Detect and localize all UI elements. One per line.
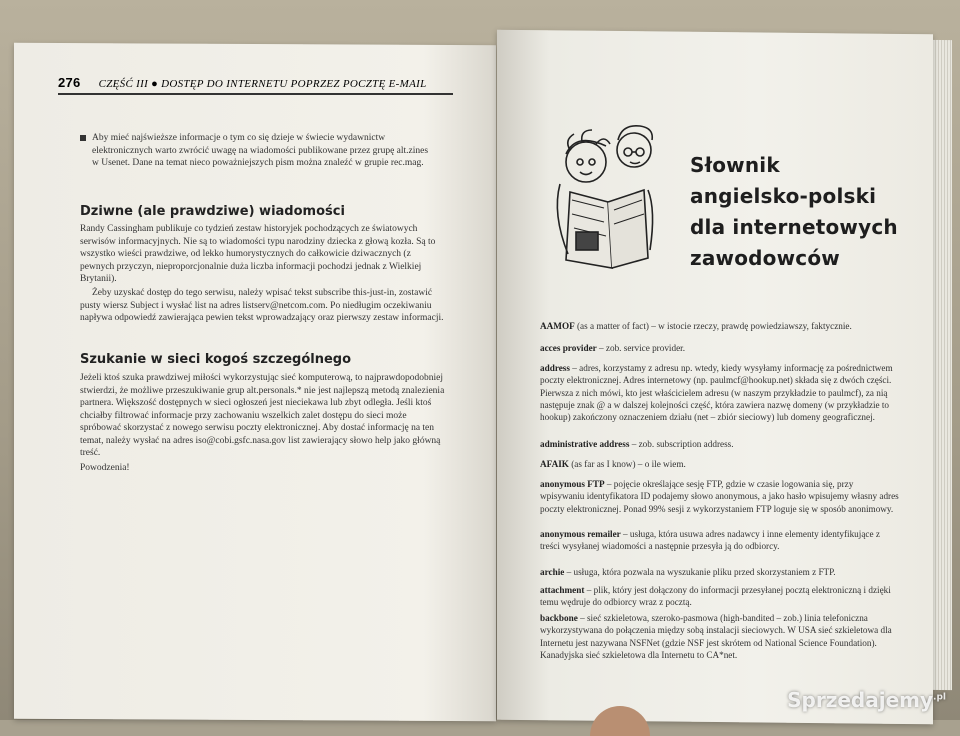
glossary-entry	[540, 320, 900, 332]
section1-paragraph2: Żeby uzyskać dostęp do tego serwisu, należy wpisać tekst subscribe this-just-in, zostawić pusty wiersz Subject i wysłać list na adres listserv@netcom.com. Po niedługim oczekiwaniu napływa odpowiedź zawierająca pewien tekst wprowadzający oraz pierwszy zestaw informacji.	[80, 288, 444, 323]
glossary-entry	[540, 566, 900, 578]
entry-definition: (as far as I know) – o ile wiem.	[571, 459, 686, 469]
entry-definition: – zob. subscription address.	[631, 439, 734, 449]
bullet-icon	[80, 135, 86, 141]
title-line: dla internetowych	[690, 215, 898, 239]
running-header	[58, 75, 453, 95]
entry-definition: – zob. service provider.	[599, 343, 686, 353]
watermark-logo	[787, 688, 946, 712]
title-line: zawodowców	[690, 246, 840, 270]
entry-definition: – sieć szkieletowa, szeroko-pasmowa (high-bandited – zob.) linia telefoniczna wykorzystywana do połączenia między sobą instalacji sieciowych. W USA sieć szkieletowa dla Internetu jest nazywana NSFNet (gdzie NSF jest skrótem od National Science Foundation). Kanadyjska sieć szkieletowa dla Internetu to CA*net.	[540, 613, 892, 660]
glossary-entry	[540, 438, 900, 450]
entry-term: archie	[540, 567, 565, 577]
watermark-text: Sprzedajemy	[787, 688, 934, 712]
intro-bullet-text: Aby mieć najświeższe informacje o tym co się dzieje w świecie wydawnictw elektronicznych warto zwrócić uwagę na wiadomości publikowane przez grupę alt.zines w Usenet. Dane na temat nieco poważniejszych pism można znaleźć w grupie rec.mag.	[92, 133, 429, 168]
entry-term: acces provider	[540, 343, 597, 353]
entry-term: attachment	[540, 585, 585, 595]
glossary-entry	[540, 478, 900, 515]
glossary-entry	[540, 612, 900, 661]
glossary-entry	[540, 458, 900, 470]
page-number: 276	[58, 75, 81, 90]
cartoon-illustration	[548, 120, 668, 270]
glossary-entry	[540, 528, 900, 553]
entry-definition: – usługa, która usuwa adres nadawcy i inne elementy identyfikujące z treści wysyłanej wiadomości a następnie przesyła ją do odbiorcy.	[540, 529, 880, 552]
watermark-suffix: .pl	[933, 692, 946, 703]
entry-definition: – usługa, która pozwala na wyszukanie pliku przed skorzystaniem z FTP.	[566, 567, 836, 577]
entry-term: anonymous FTP	[540, 479, 605, 489]
section2-paragraph: Jeżeli ktoś szuka prawdziwej miłości wykorzystując sieć komputerową, to najprawdopodobniej stwierdzi, że możliwe przeszukiwanie grup alt.personals.* nie jest najlepszą metodą znalezienia partnera. Większość dostępnych w sieci ogłoszeń jest nieciekawa lub zbyt odległa. Jeśli ktoś chciałby filtrować informacje przy zachowaniu wszelkich zalet dostępu do sieci może spróbować skorzystać z nowego serwisu poczty elektronicznej. Aby dostać informację na ten temat, należy wysłać na adres iso@cobi.gsfc.nasa.gov list zawierający słowo help jako główną treść.	[80, 373, 445, 458]
entry-term: backbone	[540, 613, 578, 623]
entry-definition: – pojęcie określające sesję FTP, gdzie w czasie logowania się, przy wpisywaniu identyfikatora ID podajemy słowo anonymous, a jako hasło wpisujemy własny adres poczty elektronicznej. Ponad 99% sesji z wykorzystaniem FTP loguje się w sposób anonimowy.	[540, 479, 899, 514]
entry-term: address	[540, 363, 570, 373]
entry-definition: (as a matter of fact) – w istocie rzeczy, prawdę powiedziawszy, faktycznie.	[577, 321, 852, 331]
intro-bullet	[92, 132, 432, 170]
running-head-text: CZĘŚĆ III ● DOSTĘP DO INTERNETU POPRZEZ POCZTĘ E-MAIL	[98, 78, 427, 90]
page-edges	[930, 40, 952, 690]
title-line: angielsko-polski	[690, 184, 877, 208]
glossary-entry	[540, 342, 900, 354]
glossary-title	[690, 150, 910, 274]
glossary-entry	[540, 584, 900, 609]
section1-paragraph1: Randy Cassingham publikuje co tydzień zestaw historyjek pochodzących ze światowych serwisów informacyjnych. Nie są to wiadomości typu narodziny dziecka z głową kozła. Są to wszystko wieści prawdziwe, od lekko humorystycznych do całkowicie dziwacznych (z pewnych przyczyn, nieproporcjonalnie duża liczba informacji pochodzi jednak z Wielkiej Brytanii).	[80, 224, 436, 284]
glossary-entry	[540, 362, 900, 423]
entry-term: anonymous remailer	[540, 529, 621, 539]
entry-term: AFAIK	[540, 459, 569, 469]
title-line: Słownik	[690, 153, 780, 177]
entry-term: administrative address	[540, 439, 630, 449]
entry-definition: – plik, który jest dołączony do informacji przesyłanej pocztą elektroniczną i dzięki temu wędruje do odbiorcy wraz z pocztą.	[540, 585, 891, 608]
entry-term: AAMOF	[540, 321, 575, 331]
section2-heading: Szukanie w sieci kogoś szczególnego	[80, 352, 352, 367]
entry-definition: – adres, korzystamy z adresu np. wtedy, kiedy wysyłamy informację za pośrednictwem poczty elektronicznej. Adres internetowy (np. paulmcf@hookup.net) składa się z dwóch części. Pierwsza z nich mówi, kto jest właścicielem adresu (w naszym przykładzie to paulmcf), za nią następuje znak @ a w dalszej kolejności część, która zawiera nazwę domeny (w przykładzie to hookup) zakończony oznaczeniem działu (net – zbiór sieciowy) lub domeny geograficznej.	[540, 363, 893, 423]
section1-heading: Dziwne (ale prawdziwe) wiadomości	[80, 204, 345, 219]
closing-text: Powodzenia!	[80, 463, 130, 473]
